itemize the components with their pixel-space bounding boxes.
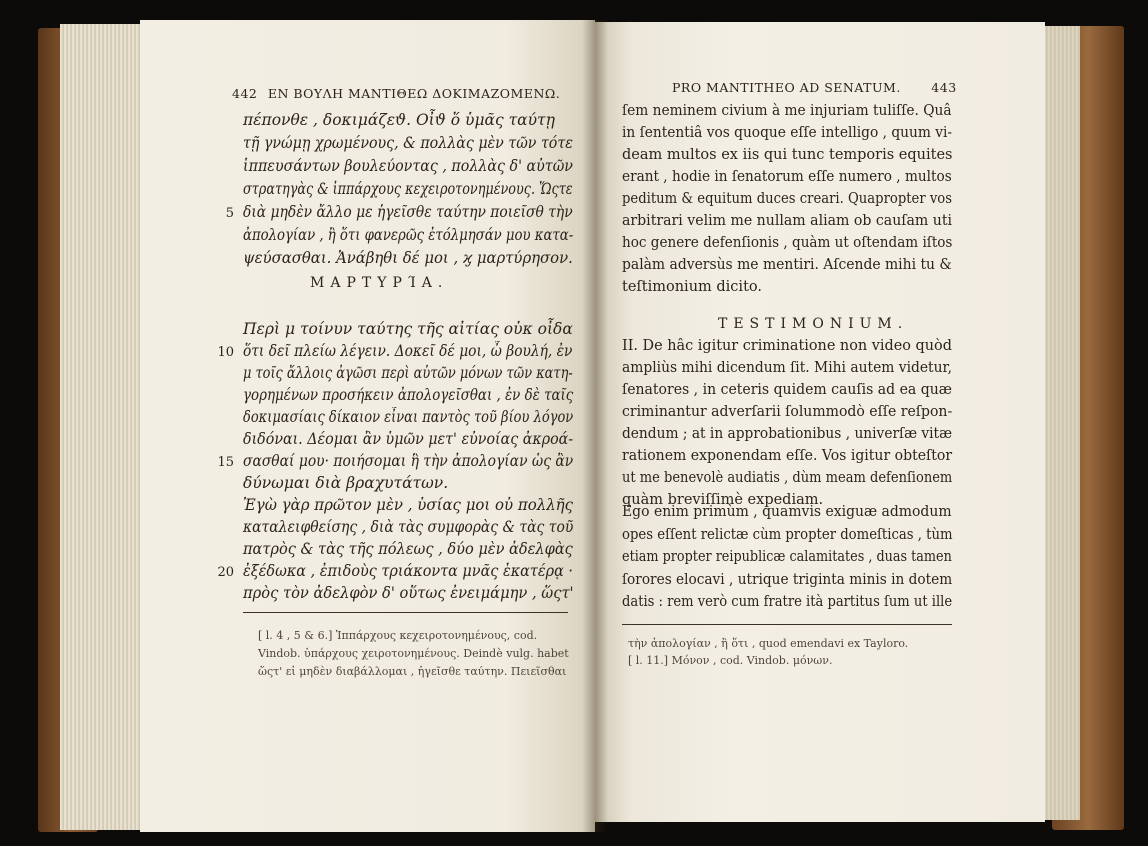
- text-line: deam multos ex iis qui tunc temporis equites: [622, 147, 953, 163]
- left-footnote-rule: [243, 612, 568, 613]
- text-line: teſtimonium dicito.: [622, 279, 762, 295]
- text-line: διδόναι. Δέομαι ἂν ὑμῶν μετ' εὐνοίας ἀκροά-: [243, 430, 574, 448]
- text-line: μ τοῖς ἄλλοις ἀγῶσι περὶ αὐτῶν μόνων τῶν κατη-: [243, 364, 573, 382]
- text-line: ἱππευσάντων βουλεύοντας , πολλὰς δ' αὐτῶν: [243, 157, 573, 175]
- right-page-number: 443: [931, 80, 957, 95]
- text-line: etiam propter reipublicæ calamitates , duas tamen: [622, 549, 952, 565]
- text-line: πέπονθε , δοκιμάζεϑ. Οἶϑ ὅ ὑμᾶς ταύτῃ: [243, 111, 555, 129]
- text-line: σασθαί μου· ποιήσομαι ἣ τὴν ἀπολογίαν ὡς ἂν: [243, 452, 574, 470]
- text-line: πατρὸς & τὰς τῆς πόλεως , δύο μὲν ἀδελφὰς: [243, 540, 573, 558]
- text-line: in ſententiâ vos quoque eſſe intelligo , quum vi-: [622, 125, 953, 141]
- book-gutter: [582, 20, 608, 832]
- footnote-line: Vindob. ὑπάρχους χειροτονημένους. Deindè vulg. habet: [258, 647, 569, 660]
- text-line: opes eſſent relictæ cùm propter domeſticas , tùm: [622, 526, 953, 543]
- text-line: Ἐγὼ γὰρ πρῶτον μὲν , ὑσίας μοι οὐ πολλῆς: [243, 496, 574, 514]
- text-line: ſem neminem civium à me injuriam tuliſſe. Quâ: [622, 103, 952, 119]
- footnote-line: τὴν ἀπολογίαν , ἢ ὅτι , quod emendavi ex Tayloro.: [628, 637, 909, 650]
- line-number-10: 10: [217, 345, 234, 360]
- text-line: ἀπολογίαν , ἢ ὅτι φανερῶς ἐτόλμησάν μου κατα-: [243, 226, 574, 244]
- text-line: στρατηγὰς & ἱππάρχους κεχειροτονημένους. Ὥςτε: [243, 180, 573, 198]
- text-line: ἐξέδωκα , ἐπιδοὺς τριάκοντα μνᾶς ἑκατέρᾳ ·: [243, 562, 573, 580]
- text-line: palàm adversùs me mentiri. Aſcende mihi tu &: [622, 257, 952, 273]
- right-footnote-rule: [622, 624, 952, 625]
- text-line: ſenatores , in ceteris quidem cauſis ad ea quæ: [622, 382, 952, 398]
- right-testimony-title: TESTIMONIUM.: [718, 316, 909, 332]
- footnote-line: ὥςτ' εἰ μηδὲν διαβάλλομαι , ἡγεῖσθε ταύτην. Πειεῖσθαι: [258, 665, 567, 678]
- text-line: erant , hodie in ſenatorum eſſe numero , multos: [622, 169, 952, 185]
- text-line: datis : rem verò cum fratre ità partitus ſum ut ille: [622, 594, 953, 610]
- text-line: Ego enim primùm , quamvis exiguæ admodum: [622, 504, 952, 520]
- line-number-20: 20: [217, 565, 234, 580]
- text-line: Περὶ μ τοίνυν ταύτης τῆς αἰτίας οὐκ οἶδα: [243, 320, 573, 338]
- right-page-edges: [1040, 26, 1080, 820]
- text-line: ὅτι δεῖ πλείω λέγειν. Δοκεῖ δέ μοι, ὦ βουλή, ἐν: [243, 342, 573, 360]
- left-page-number: 442: [232, 86, 258, 101]
- line-number-5: 5: [225, 206, 234, 221]
- right-page-header: [672, 80, 957, 95]
- text-line: καταλειφθείσης , διὰ τὰς συμφορὰς & τὰς τοῦ: [243, 518, 574, 536]
- left-page-header: [232, 86, 560, 101]
- right-page: [595, 22, 1045, 822]
- line-number-15: 15: [217, 455, 234, 470]
- text-line: ampliùs mihi dicendum ſit. Mihi autem videtur,: [622, 360, 953, 376]
- text-line: πρὸς τὸν ἀδελφὸν δ' οὕτως ἐνειμάμην , ὥςτ': [243, 584, 574, 602]
- text-line: arbitrari velim me nullam aliam ob cauſam uti: [622, 213, 953, 229]
- right-running-head: PRO MANTITHEO AD SENATUM.: [672, 80, 901, 95]
- text-line: δοκιμασίαις δίκαιον εἶναι παντὸς τοῦ βίου λόγον: [243, 408, 574, 426]
- text-line: ſorores elocavi , utrique triginta minis in dotem: [622, 571, 953, 588]
- text-line: ut me benevolè audiatis , dùm meam defenſionem: [622, 470, 953, 486]
- text-line: II. De hâc igitur criminatione non video quòd: [622, 338, 952, 354]
- left-running-head: ΕΝ ΒΟΥΛΗ ΜΑΝΤΙΘΕΩ ΔΟΚΙΜΑΖΟΜΕΝΩ.: [267, 86, 561, 101]
- text-line: γορημένων προσήκειν ἀπολογεῖσθαι , ἐν δὲ ταῖς: [243, 386, 574, 404]
- footnote-line: [ l. 11.] Μόνον , cod. Vindob. μόνων.: [628, 654, 833, 667]
- text-line: peditum & equitum duces creari. Quapropter vos: [622, 191, 952, 207]
- text-line: δύνωμαι διὰ βραχυτάτων.: [243, 474, 449, 492]
- text-line: τῇ γνώμῃ χρωμένους, & πολλὰς μὲν τῶν τότε: [243, 134, 573, 152]
- footnote-line: [ l. 4 , 5 & 6.] Ἱππάρχους κεχειροτονημένους, cod.: [258, 629, 538, 642]
- left-testimony-title: ΜΑΡΤΥΡΊΑ.: [310, 275, 449, 291]
- text-line: διὰ μηδὲν ἄλλο με ἡγεῖσθε ταύτην ποιεῖσθ τὴν: [243, 203, 573, 221]
- text-line: rationem exponendam eſſe. Vos igitur obteſtor: [622, 448, 953, 464]
- text-line: quàm breviſſimè expediam.: [622, 492, 824, 508]
- text-line: criminantur adverſarii ſolummodò eſſe reſpon-: [622, 404, 953, 420]
- text-line: hoc genere defenſionis , quàm ut oſtendam iſtos: [622, 235, 953, 251]
- text-line: dendum ; at in approbationibus , univerſæ vitæ: [622, 426, 953, 442]
- text-line: ψεύσασθαι. Ἀνάβηθι δέ μοι , ϗ μαρτύρησον.: [243, 249, 573, 267]
